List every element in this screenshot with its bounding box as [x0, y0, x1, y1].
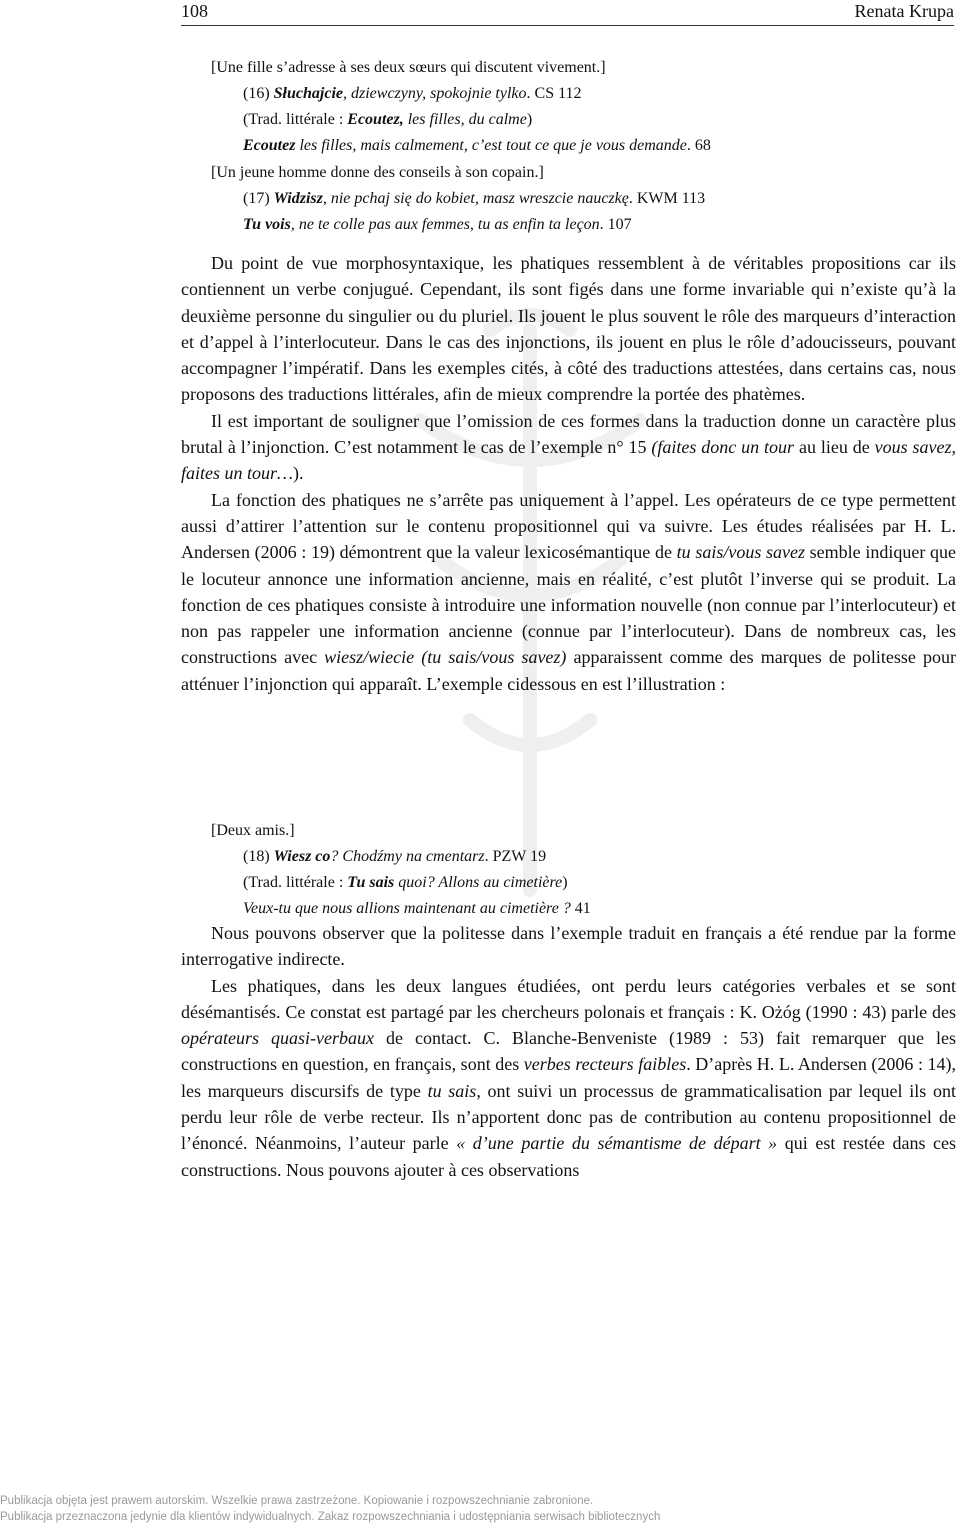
example-context: [Une fille s’adresse à ses deux sœurs qui discutent vivement.] [211, 59, 606, 76]
example-line: (Trad. littérale : Ecoutez, les filles, du calme) [243, 111, 533, 128]
example-line: Ecoutez les filles, mais calmement, c’est tout ce que je vous demande. 68 [243, 137, 711, 154]
footer-line: Publikacja przeznaczona jedynie dla klientów indywidualnych. Zakaz rozpowszechniania i udostępniania serwisach bibliotecznych [0, 1511, 661, 1523]
footer-line: Publikacja objęta jest prawem autorskim. Wszelkie prawa zastrzeżone. Kopiowanie i rozpowszechnianie zabronione. [0, 1495, 594, 1507]
paragraph: Les phatiques, dans les deux langues étudiées, ont perdu leurs catégories verbales et se sont désémantisés. Ce constat est partagé par les chercheurs polonais et français : K. Ożóg (1990 : 43) parle des opérateurs quasi-verbaux de contact. C. Blanche-Benveniste (1989 : 53) fait remarquer que les constructions en question, en français, sont des verbes recteurs faibles. D’après H. L. Andersen (2006 : 14), les marqueurs discursifs de type tu sais, ont suivi un processus de grammaticalisation par lequel ils ont perdu leur rôle de verbe recteur. Ils n’apportent donc pas de contribution au contenu propositionnel de l’énoncé. Néanmoins, l’auteur parle « d’une partie du sémantisme de départ » qui est restée dans ces constructions. Nous pouvons ajouter à ces observations [181, 975, 957, 1180]
example-16 [211, 55, 956, 159]
example-17 [211, 160, 956, 238]
example-context: [Deux amis.] [211, 822, 295, 839]
page-number: 108 [181, 1, 208, 21]
paragraph: La fonction des phatiques ne s’arrête pas uniquement à l’appel. Les opérateurs de ce type permettent aussi d’attirer l’attention sur le contenu propositionnel qui va suivre. Les études réalisées par H. L. Andersen (2006 : 19) démontrent que la valeur lexicosémantique de tu sais/vous savez semble indiquer que le locuteur annonce une information ancienne, mais en réalité, c’est plutôt l’inverse qui se produit. La fonction de ces phatiques consiste à introduire une information nouvelle (non connue par l’interlocuteur) et non pas rappeler une information ancienne (connue par l’interlocuteur). Dans de nombreux cas, les constructions avec wiesz/wiecie (tu sais/vous savez) apparaissent comme des marques de politesse pour atténuer l’injonction qui apparaît. L’exemple cidessous en est l’illustration : [181, 489, 957, 694]
example-line: (18) Wiesz co? Chodźmy na cmentarz. PZW 19 [243, 848, 547, 865]
paragraph: Du point de vue morphosyntaxique, les phatiques ressemblent à de véritables propositions car ils contiennent un verbe conjugué. Cependant, ils sont figés dans une forme invariable qui n’existe qu’à la deuxième personne du singulier ou du pluriel. Ils jouent le plus souvent le rôle des marqueurs d’interaction et d’appel à l’interlocuteur. Dans le cas des injonctions, ils jouent en plus le rôle d’adoucisseurs, pouvant accompagner l’impératif. Dans les exemples cités, à côté des traductions attestées, dans certains cas, nous proposons des traductions littérales, afin de mieux comprendre la portée des phatèmes. [181, 253, 956, 405]
example-line: Tu vois, ne te colle pas aux femmes, tu as enfin ta leçon. 107 [243, 216, 632, 233]
paragraph: Nous pouvons observer que la politesse dans l’exemple traduit en français a été rendue par la forme interrogative indirecte. [181, 923, 956, 970]
body-text-block [181, 920, 956, 1183]
running-head-author: Renata Krupa [854, 1, 954, 21]
example-line: (Trad. littérale : Tu sais quoi? Allons au cimetière) [243, 874, 568, 891]
example-line: (16) Słuchajcie, dziewczyny, spokojnie tylko. CS 112 [243, 85, 582, 102]
copyright-footer [0, 1493, 960, 1525]
example-line: Veux-tu que nous allions maintenant au cimetière ? 41 [243, 900, 591, 917]
example-context: [Un jeune homme donne des conseils à son copain.] [211, 164, 544, 181]
header-rule [181, 25, 954, 26]
body-text-block [181, 250, 956, 697]
example-line: (17) Widzisz, nie pchaj się do kobiet, masz wreszcie nauczkę. KWM 113 [243, 190, 706, 207]
example-18 [211, 818, 956, 922]
paragraph: Il est important de souligner que l’omission de ces formes dans la traduction donne un caractère plus brutal à l’injonction. C’est notamment le cas de l’exemple n° 15 (faites donc un tour au lieu de vous savez, faites un tour…). [181, 410, 956, 484]
